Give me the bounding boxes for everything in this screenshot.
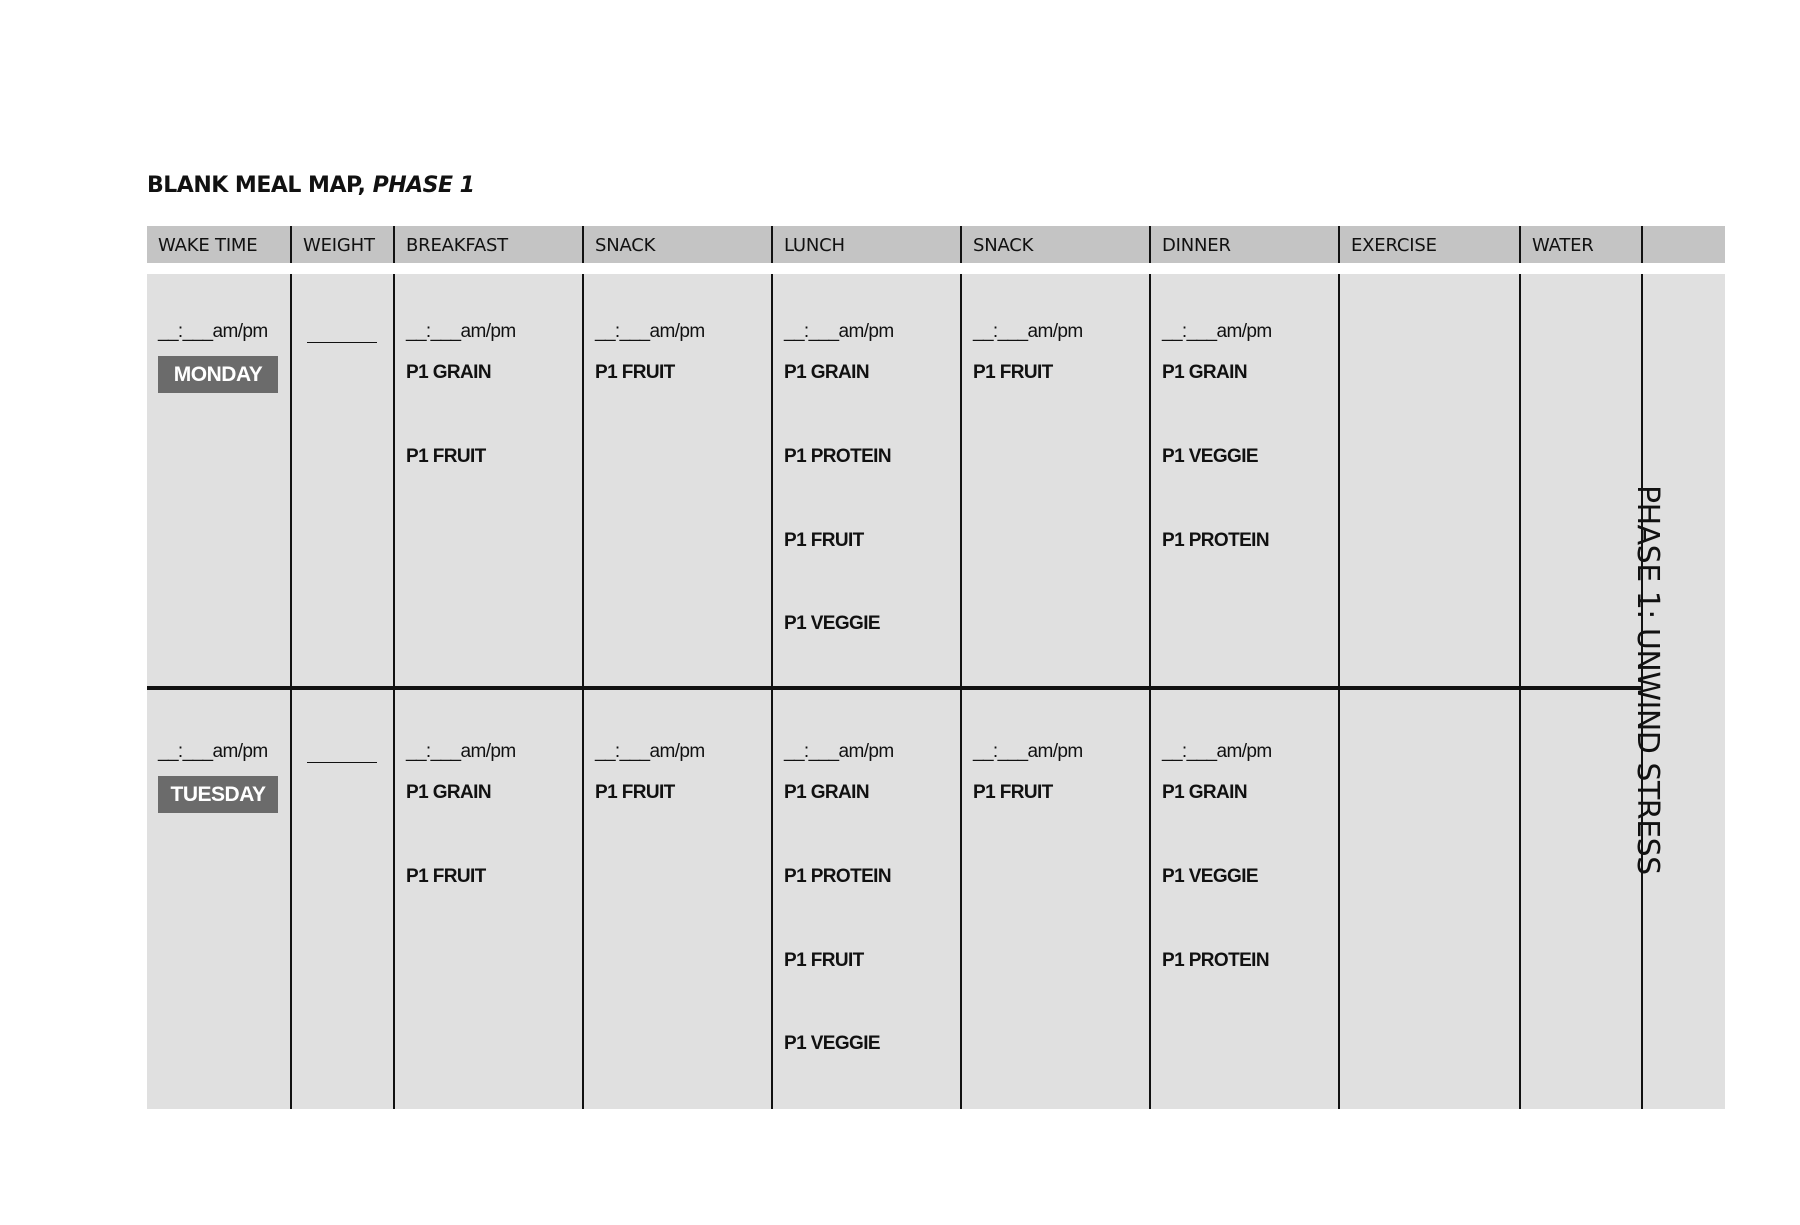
title-main: BLANK MEAL MAP, [147, 173, 373, 198]
column-line [960, 274, 962, 1109]
snack-item: P1 FRUIT [595, 362, 675, 383]
snack-time-field[interactable]: __:___am/pm [973, 741, 1083, 762]
lunch-time-field[interactable]: __:___am/pm [784, 321, 894, 342]
header-snack-1: SNACK [595, 235, 656, 256]
column-header-row [147, 226, 1725, 263]
column-line [290, 274, 292, 1109]
column-line [582, 274, 584, 1109]
lunch-item: P1 FRUIT [784, 950, 864, 971]
lunch-item: P1 PROTEIN [784, 866, 891, 887]
column-line [393, 274, 395, 1109]
lunch-time-field[interactable]: __:___am/pm [784, 741, 894, 762]
meal-map-grid [147, 274, 1725, 1109]
header-exercise: EXERCISE [1351, 235, 1437, 256]
header-snack-2: SNACK [973, 235, 1034, 256]
lunch-item: P1 FRUIT [784, 530, 864, 551]
breakfast-item: P1 GRAIN [406, 362, 491, 383]
title-phase: PHASE 1 [372, 173, 475, 198]
snack-item: P1 FRUIT [973, 362, 1053, 383]
dinner-item: P1 VEGGIE [1162, 446, 1258, 467]
header-divider [1641, 226, 1643, 263]
weight-field[interactable] [307, 762, 377, 763]
weight-field[interactable] [307, 342, 377, 343]
day-divider [147, 686, 1641, 690]
column-line [1149, 274, 1151, 1109]
dinner-time-field[interactable]: __:___am/pm [1162, 741, 1272, 762]
day-badge-tuesday: TUESDAY [158, 776, 278, 813]
dinner-time-field[interactable]: __:___am/pm [1162, 321, 1272, 342]
snack-time-field[interactable]: __:___am/pm [595, 321, 705, 342]
lunch-item: P1 VEGGIE [784, 613, 880, 634]
column-line [1338, 274, 1340, 1109]
dinner-item: P1 PROTEIN [1162, 950, 1269, 971]
breakfast-time-field[interactable]: __:___am/pm [406, 321, 516, 342]
column-line [771, 274, 773, 1109]
header-breakfast: BREAKFAST [406, 235, 508, 256]
dinner-item: P1 VEGGIE [1162, 866, 1258, 887]
dinner-item: P1 PROTEIN [1162, 530, 1269, 551]
breakfast-time-field[interactable]: __:___am/pm [406, 741, 516, 762]
wake-time-field[interactable]: __:___am/pm [158, 321, 268, 342]
lunch-item: P1 GRAIN [784, 782, 869, 803]
breakfast-item: P1 FRUIT [406, 866, 486, 887]
header-lunch: LUNCH [784, 235, 845, 256]
dinner-item: P1 GRAIN [1162, 782, 1247, 803]
snack-time-field[interactable]: __:___am/pm [595, 741, 705, 762]
lunch-item: P1 PROTEIN [784, 446, 891, 467]
snack-item: P1 FRUIT [973, 782, 1053, 803]
breakfast-item: P1 FRUIT [406, 446, 486, 467]
phase-side-label: PHASE 1: UNWIND STRESS [1630, 485, 1665, 875]
header-water: WATER [1532, 235, 1594, 256]
snack-time-field[interactable]: __:___am/pm [973, 321, 1083, 342]
header-wake-time: WAKE TIME [158, 235, 258, 256]
header-dinner: DINNER [1162, 235, 1231, 256]
dinner-item: P1 GRAIN [1162, 362, 1247, 383]
day-badge-monday: MONDAY [158, 356, 278, 393]
breakfast-item: P1 GRAIN [406, 782, 491, 803]
page-title [147, 173, 474, 198]
column-line [1519, 274, 1521, 1109]
wake-time-field[interactable]: __:___am/pm [158, 741, 268, 762]
lunch-item: P1 GRAIN [784, 362, 869, 383]
lunch-item: P1 VEGGIE [784, 1033, 880, 1054]
snack-item: P1 FRUIT [595, 782, 675, 803]
header-weight: WEIGHT [303, 235, 375, 256]
